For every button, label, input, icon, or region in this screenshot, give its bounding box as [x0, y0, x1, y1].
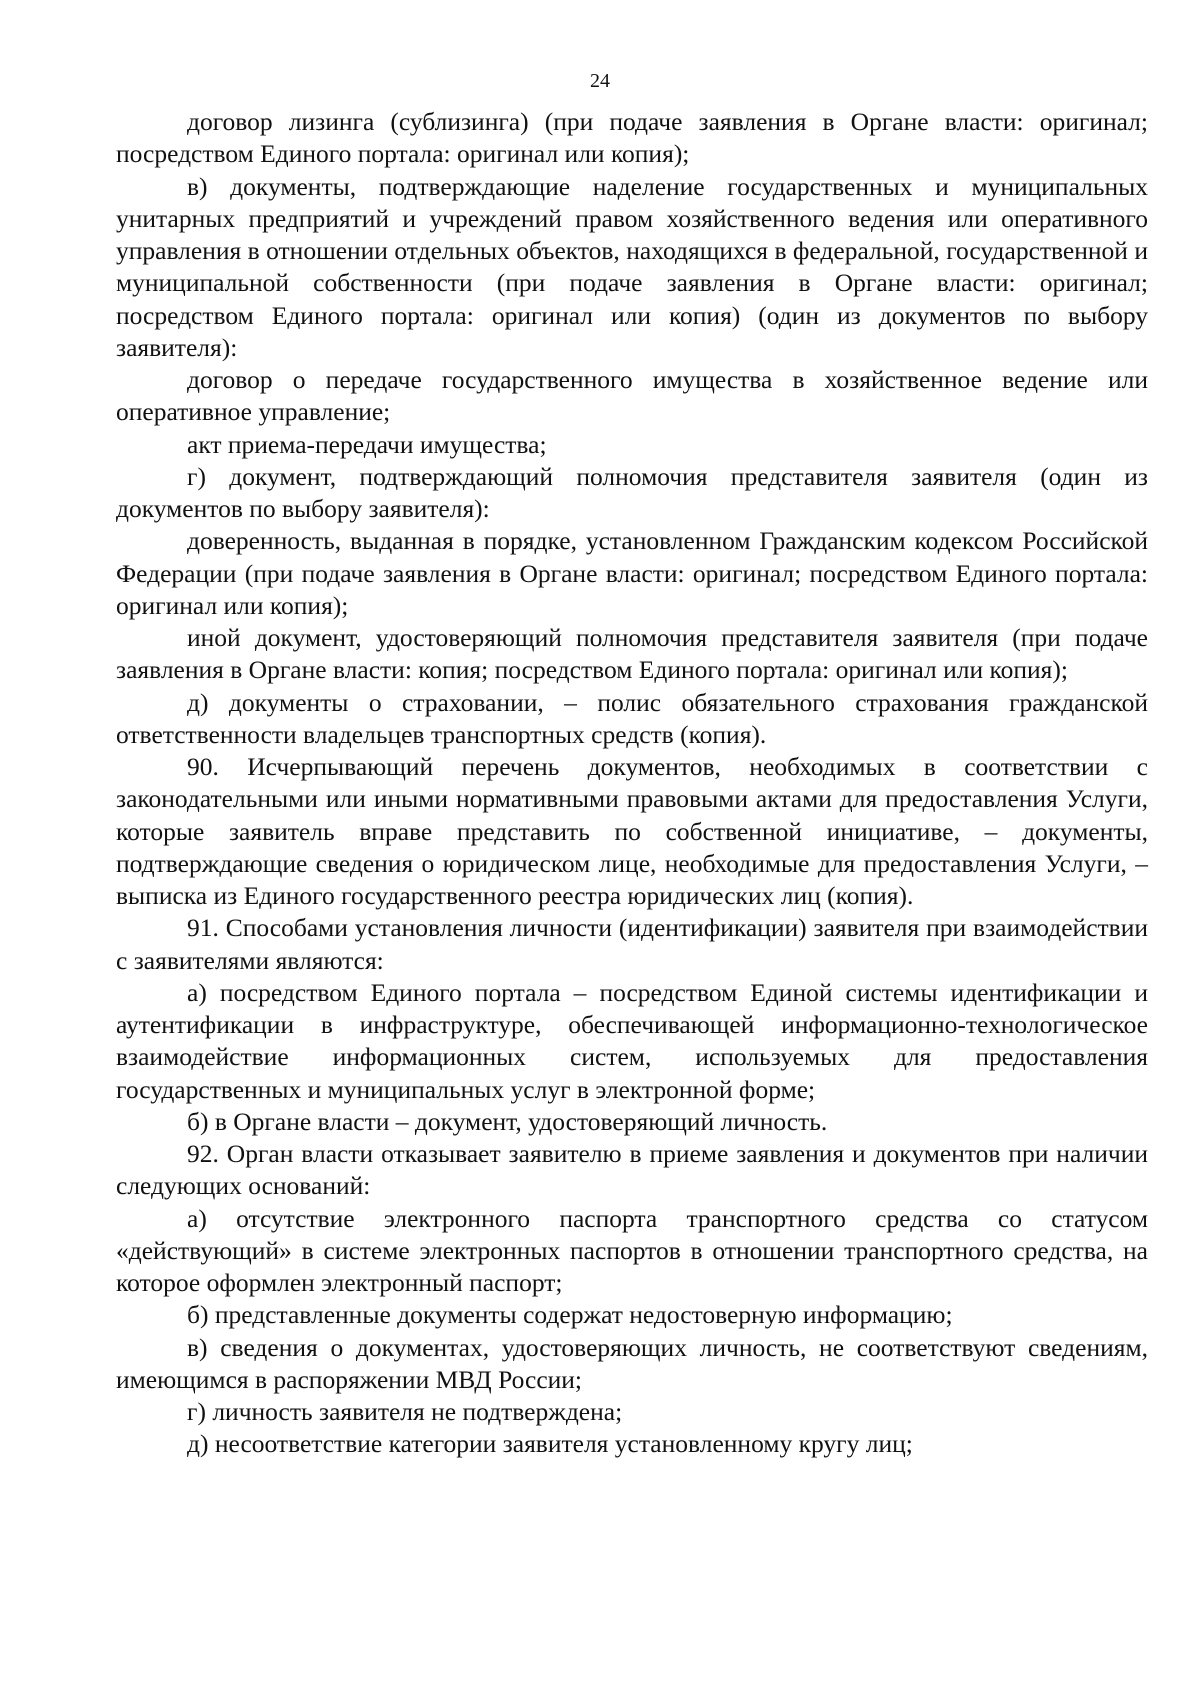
paragraph-90-exhaustive-list: 90. Исчерпывающий перечень документов, необходимых в соответствии с законодательными или иными нормативными правовыми актами для предоставления Услуги, которые заявитель вправе представить по собственной инициативе, – документы, подтверждающие сведения о юридическом лице, необходимые для предоставления Услуги, – выписка из Единого государственного реестра юридических лиц (копия). — [116, 752, 1148, 910]
page-number: 24 — [590, 70, 610, 92]
paragraph-92a-no-electronic-passport: а) отсутствие электронного паспорта транспортного средства со статусом «действующий» в системе электронных паспортов в отношении транспортного средства, на которое оформлен электронный паспорт; — [116, 1203, 1148, 1297]
paragraph-92b-false-information: б) представленные документы содержат недостоверную информацию; — [187, 1300, 953, 1330]
paragraph-92g-identity-not-confirmed: г) личность заявителя не подтверждена; — [187, 1397, 623, 1426]
paragraph-item-g-representative-authority: г) документ, подтверждающий полномочия представителя заявителя (один из документов по выбору заявителя): — [116, 461, 1148, 523]
paragraph-item-v-economic-management: в) документы, подтверждающие наделение государственных и муниципальных унитарных предприятий и учреждений правом хозяйственного ведения или оперативного управления в отношении отдельных объектов, находящихся в федеральной, государственной и муниципальной собственности (при подаче заявления в Органе власти: оригинал; посредством Единого портала: оригинал или копия) (один из документов по выбору заявителя): — [116, 171, 1148, 362]
paragraph-power-of-attorney: доверенность, выданная в порядке, установленном Гражданским кодексом Российской Федерации (при подаче заявления в Органе власти: оригинал; посредством Единого портала: оригинал или копия); — [116, 526, 1148, 620]
paragraph-property-transfer-contract: договор о передаче государственного имущества в хозяйственное ведение или оперативное управление; — [116, 365, 1148, 427]
paragraph-92-refusal-grounds: 92. Орган власти отказывает заявителю в приеме заявления и документов при наличии следующих оснований: — [116, 1139, 1148, 1201]
paragraph-91-identification-methods: 91. Способами установления личности (идентификации) заявителя при взаимодействии с заявителями являются: — [116, 913, 1148, 975]
paragraph-other-authority-document: иной документ, удостоверяющий полномочия представителя заявителя (при подаче заявления в Органе власти: копия; посредством Единого портала: оригинал или копия); — [116, 623, 1148, 685]
document-body — [116, 106, 1148, 1461]
paragraph-leasing-contract: договор лизинга (сублизинга) (при подаче заявления в Органе власти: оригинал; посредством Единого портала: оригинал или копия); — [116, 107, 1148, 169]
paragraph-91a-unified-portal: а) посредством Единого портала – посредством Единой системы идентификации и аутентификации в инфраструктуре, обеспечивающей информационно-технологическое взаимодействие информационных систем, используемых для предоставления государственных и муниципальных услуг в электронной форме; — [116, 977, 1148, 1104]
paragraph-92d-category-mismatch: д) несоответствие категории заявителя установленному кругу лиц; — [187, 1429, 913, 1459]
paragraph-item-d-insurance: д) документы о страховании, – полис обязательного страхования гражданской ответственности владельцев транспортных средств (копия). — [116, 687, 1148, 749]
paragraph-acceptance-act: акт приема-передачи имущества; — [187, 429, 547, 459]
paragraph-92v-identity-mismatch: в) сведения о документах, удостоверяющих личность, не соответствуют сведениям, имеющимся в распоряжении МВД России; — [116, 1332, 1148, 1394]
paragraph-91b-authority-office: б) в Органе власти – документ, удостоверяющий личность. — [187, 1106, 828, 1136]
